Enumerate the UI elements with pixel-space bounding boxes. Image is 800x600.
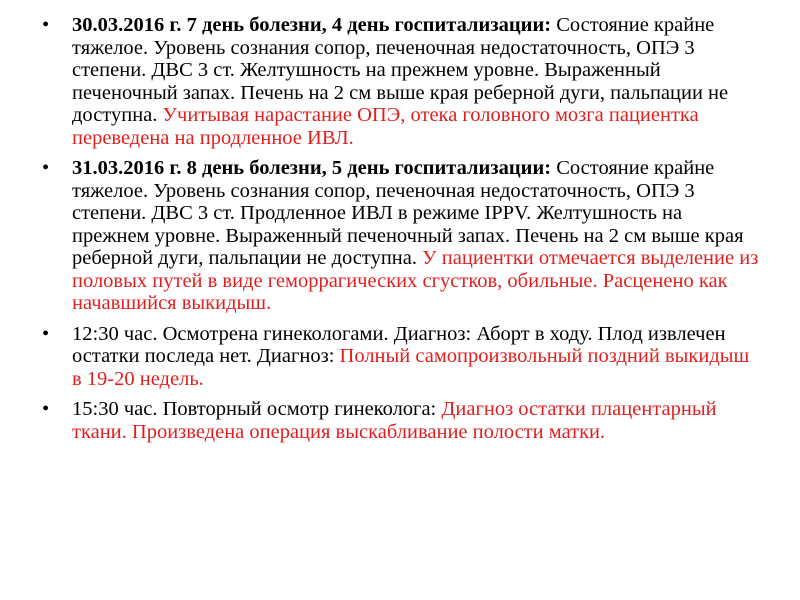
item-highlight: У пациентки отмечается выделение из половых путей в виде геморрагических сгустков, обильные. Расценено как начавшийся выкидыш. xyxy=(72,247,759,314)
item-heading: 31.03.2016 г. 8 день болезни, 5 день госпитализации: xyxy=(72,157,552,179)
item-text: Состояние крайне тяжелое. Уровень сознания сопор, печеночная недостаточность, ОПЭ 3 степени. ДВС 3 ст. Продленное ИВЛ в режиме IPPV. Желтушность на прежнем уровне. Выраженный печеночный запах. Печень на 2 см выше края реберной дуги, пальпации не доступна. xyxy=(72,157,744,269)
item-text: 15:30 час. Повторный осмотр гинеколога: xyxy=(72,398,442,420)
bullet-list xyxy=(42,14,764,443)
list-item xyxy=(42,398,764,443)
bullet-icon: • xyxy=(42,398,50,420)
list-item xyxy=(42,323,764,391)
item-highlight: Полный самопроизвольный поздний выкидыш в 19-20 недель. xyxy=(72,345,750,390)
item-heading: 30.03.2016 г. 7 день болезни, 4 день госпитализации: xyxy=(72,14,552,36)
item-text: Состояние крайне тяжелое. Уровень сознания сопор, печеночная недостаточность, ОПЭ 3 степени. ДВС 3 ст. Желтушность на прежнем уровне. Выраженный печеночный запах. Печень на 2 см выше края реберной дуги, пальпации не доступна. xyxy=(72,14,729,126)
bullet-icon: • xyxy=(42,157,50,179)
bullet-icon: • xyxy=(42,14,50,36)
item-highlight: Учитывая нарастание ОПЭ, отека головного мозга пациентка переведена на продленное ИВЛ. xyxy=(72,104,699,149)
list-item xyxy=(42,14,764,149)
bullet-icon: • xyxy=(42,322,50,345)
item-text: 12:30 час. Осмотрена гинекологами. Диагноз: Аборт в ходу. Плод извлечен остатки последа нет. Диагноз: xyxy=(72,322,726,367)
item-highlight: Диагноз остатки плацентарный ткани. Произведена операция выскабливание полости матки. xyxy=(72,398,717,443)
list-item xyxy=(42,157,764,315)
